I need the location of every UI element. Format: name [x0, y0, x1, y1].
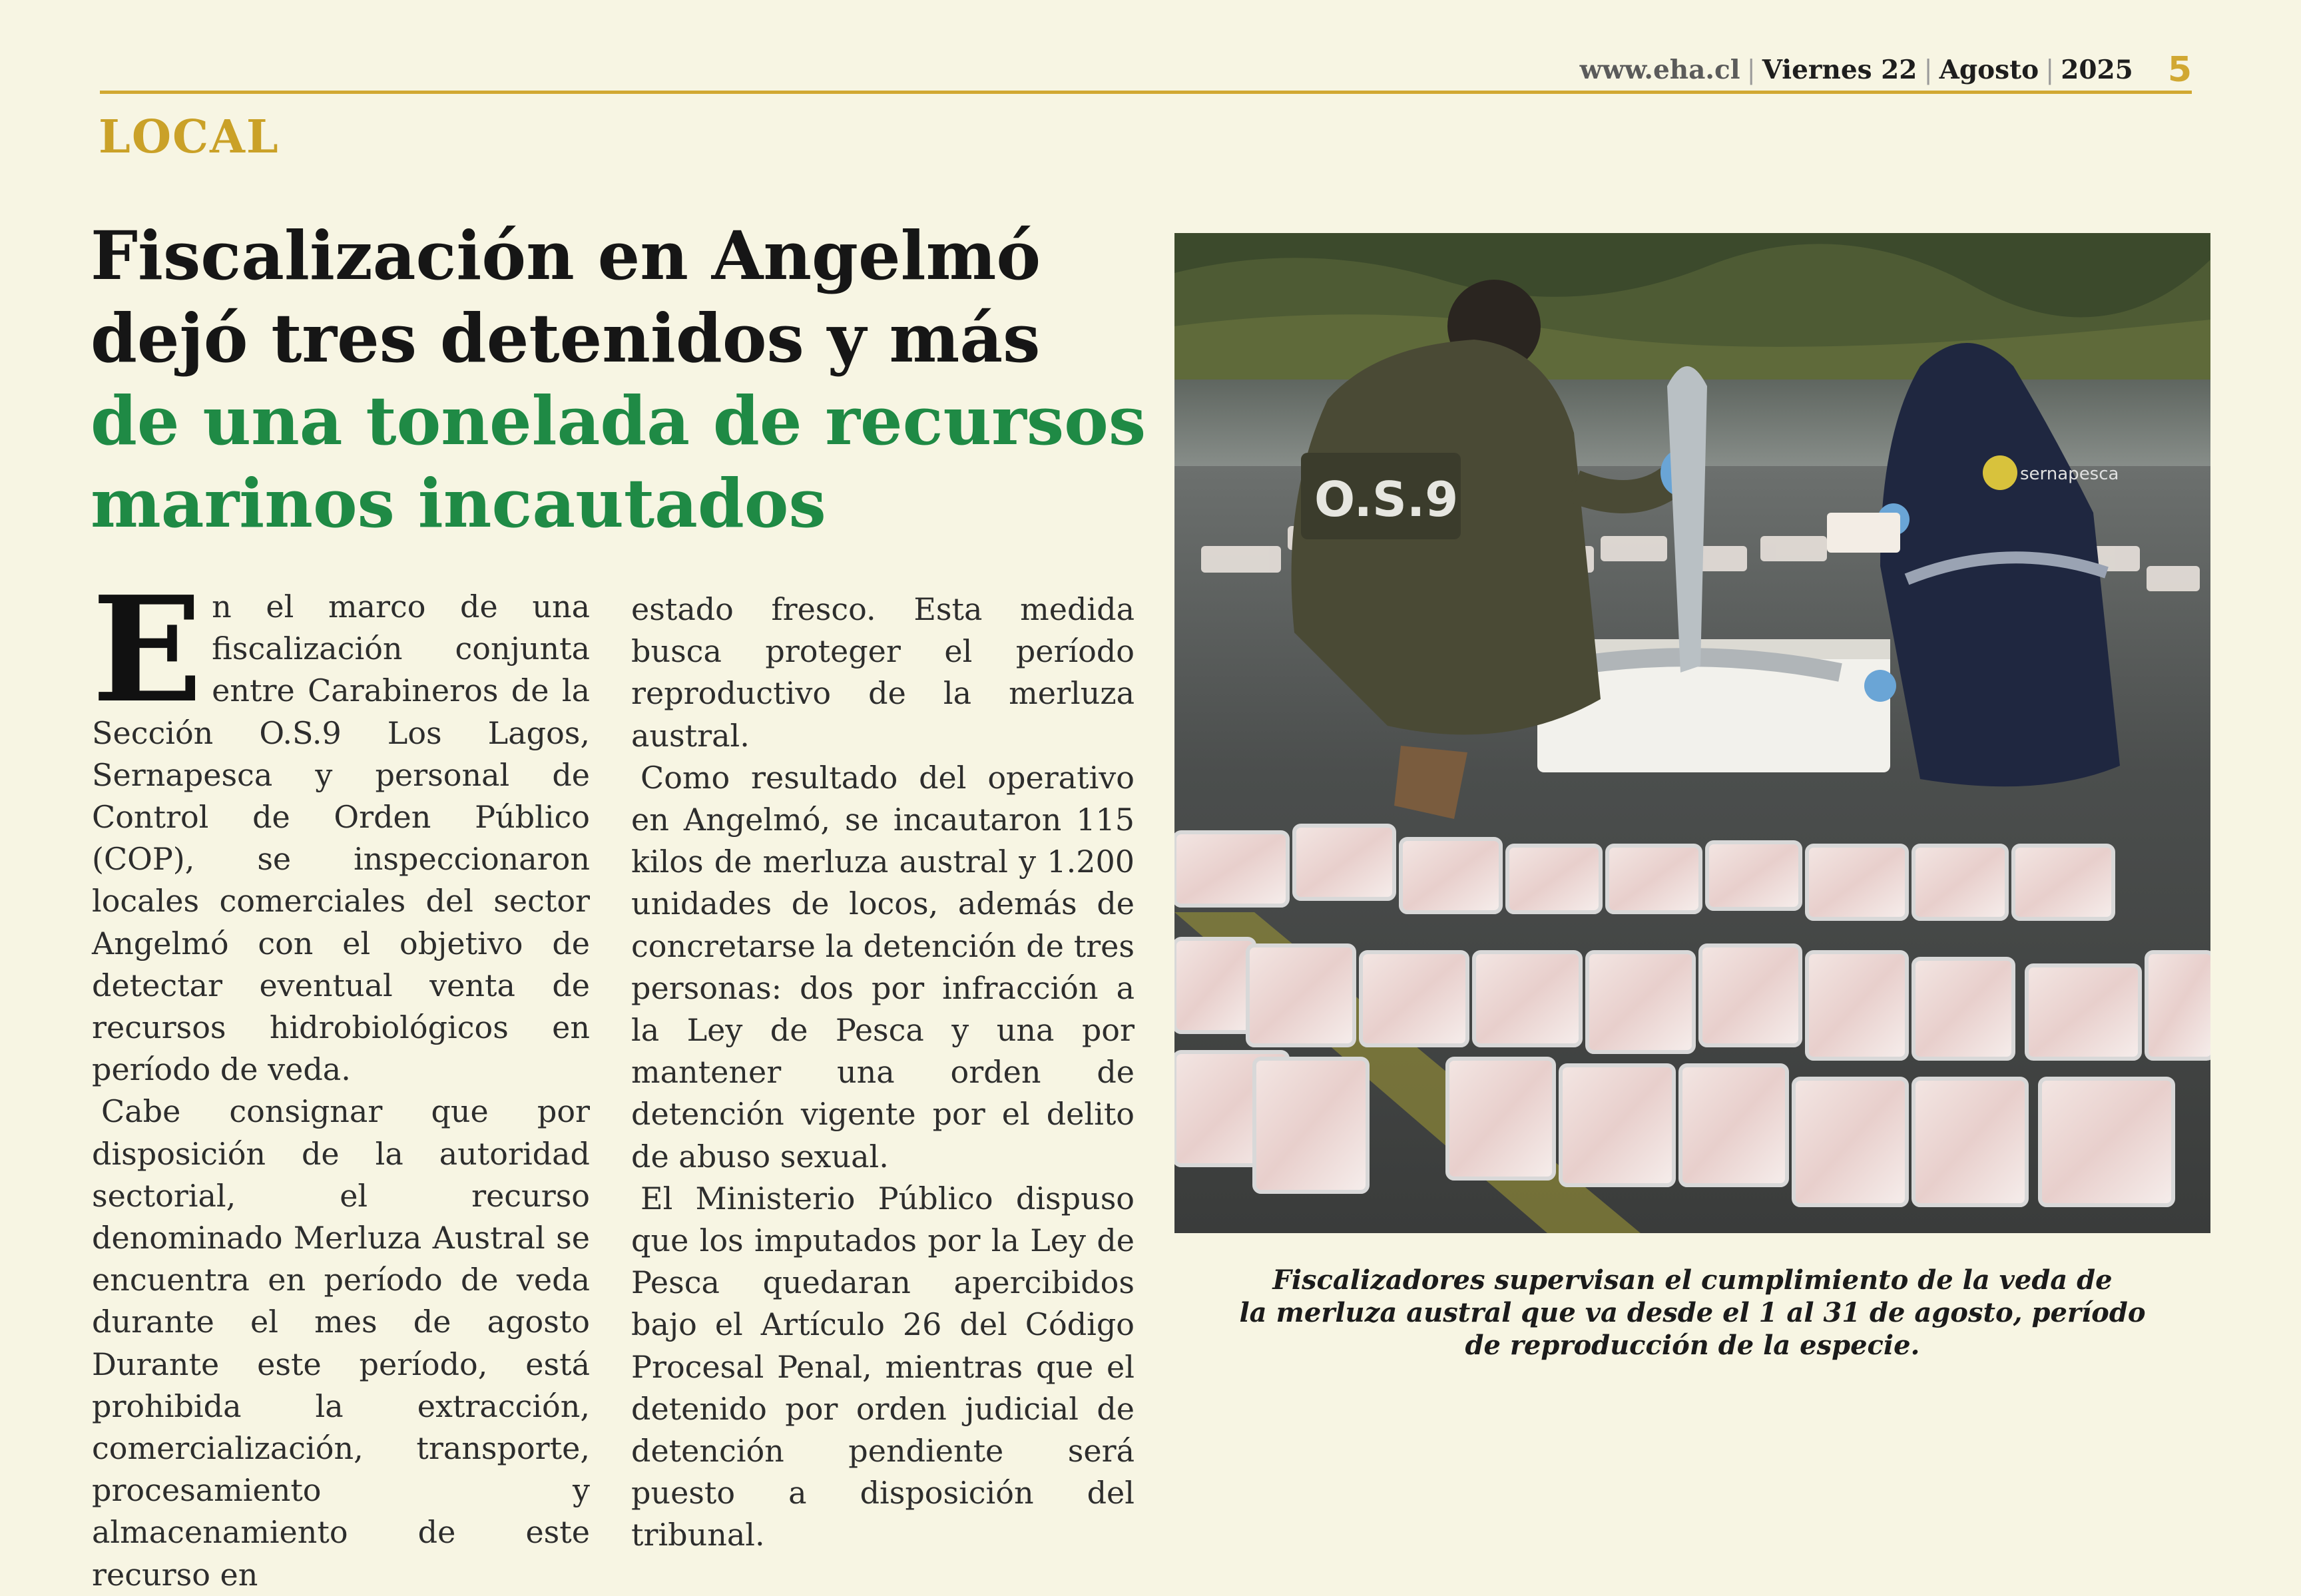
header-separator: |: [1746, 55, 1756, 85]
caption-line-1: Fiscalizadores supervisan el cumplimiento de la veda de: [1272, 1264, 2113, 1296]
header-separator: |: [2045, 55, 2055, 85]
agency-label: sernapesca: [2020, 464, 2119, 484]
article-column-2: [631, 589, 1135, 1557]
headline-line-1: Fiscalización en Angelmó: [91, 216, 1041, 295]
section-label: LOCAL: [99, 111, 280, 164]
article-paragraph-1: [92, 565, 590, 1091]
header-separator: |: [1923, 55, 1933, 85]
website-url[interactable]: www.eha.cl: [1579, 55, 1740, 85]
article-paragraph-2: Cabe consignar que por disposición de la autoridad sectorial, el recurso denominado Merluza Austral se encuentra en período de veda durante el mes de agosto Durante este período, está prohibida la extracción, comercialización, transporte, procesamiento y almacenamiento de este recurso en: [92, 1093, 590, 1593]
photo-illustration: [1174, 233, 2210, 1233]
page-number: 5: [2167, 50, 2192, 90]
caption-line-2: la merluza austral que va desde el 1 al 31 de agosto, período: [1239, 1297, 2146, 1328]
paragraph-1-text: n el marco de una fiscalización conjunta entre Carabineros de la Sección O.S.9 Los Lagos, Sernapesca y personal de Control de Orden Público (COP), se inspeccionaron locales comerciales del sector Angelmó con el objetivo de detectar eventual venta de recursos hidrobiológicos en período de veda.: [92, 589, 590, 1088]
article-paragraph-4: El Ministerio Público dispuso que los imputados por la Ley de Pesca quedaran apercibidos bajo el Artículo 26 del Código Procesal Penal, mientras que el detenido por orden judicial de detención pendiente será puesto a disposición del tribunal.: [631, 1180, 1135, 1553]
vest-label: O.S.9: [1314, 471, 1459, 527]
photo-caption: [1174, 1264, 2210, 1362]
seized-fish-packages: [1174, 826, 2210, 1205]
drop-cap: E: [92, 565, 203, 735]
caption-line-3: de reproducción de la especie.: [1465, 1330, 1920, 1361]
header-rule: [100, 91, 2192, 94]
article-paragraph-3: Como resultado del operativo en Angelmó, se incautaron 115 kilos de merluza austral y 1.200 unidades de locos, además de concretarse la detención de tres personas: dos por infracción a la Ley de Pesca y una por mantener una orden de detención vigente por el delito de abuso sexual.: [631, 759, 1135, 1175]
header-year: 2025: [2061, 55, 2133, 85]
header-month: Agosto: [1939, 55, 2039, 85]
page-header-meta: [1580, 48, 2192, 92]
article-column-1: [92, 565, 590, 1596]
headline-line-3: de una tonelada de recursos: [91, 382, 1147, 460]
headline: [91, 214, 1156, 545]
article-paragraph-2-continued: estado fresco. Esta medida busca proteger el período reproductivo de la merluza austral.: [631, 591, 1135, 754]
header-day: Viernes 22: [1762, 55, 1918, 85]
article-photo: [1174, 233, 2210, 1233]
headline-line-2: dejó tres detenidos y más: [91, 299, 1041, 378]
headline-line-4: marinos incautados: [91, 464, 826, 543]
